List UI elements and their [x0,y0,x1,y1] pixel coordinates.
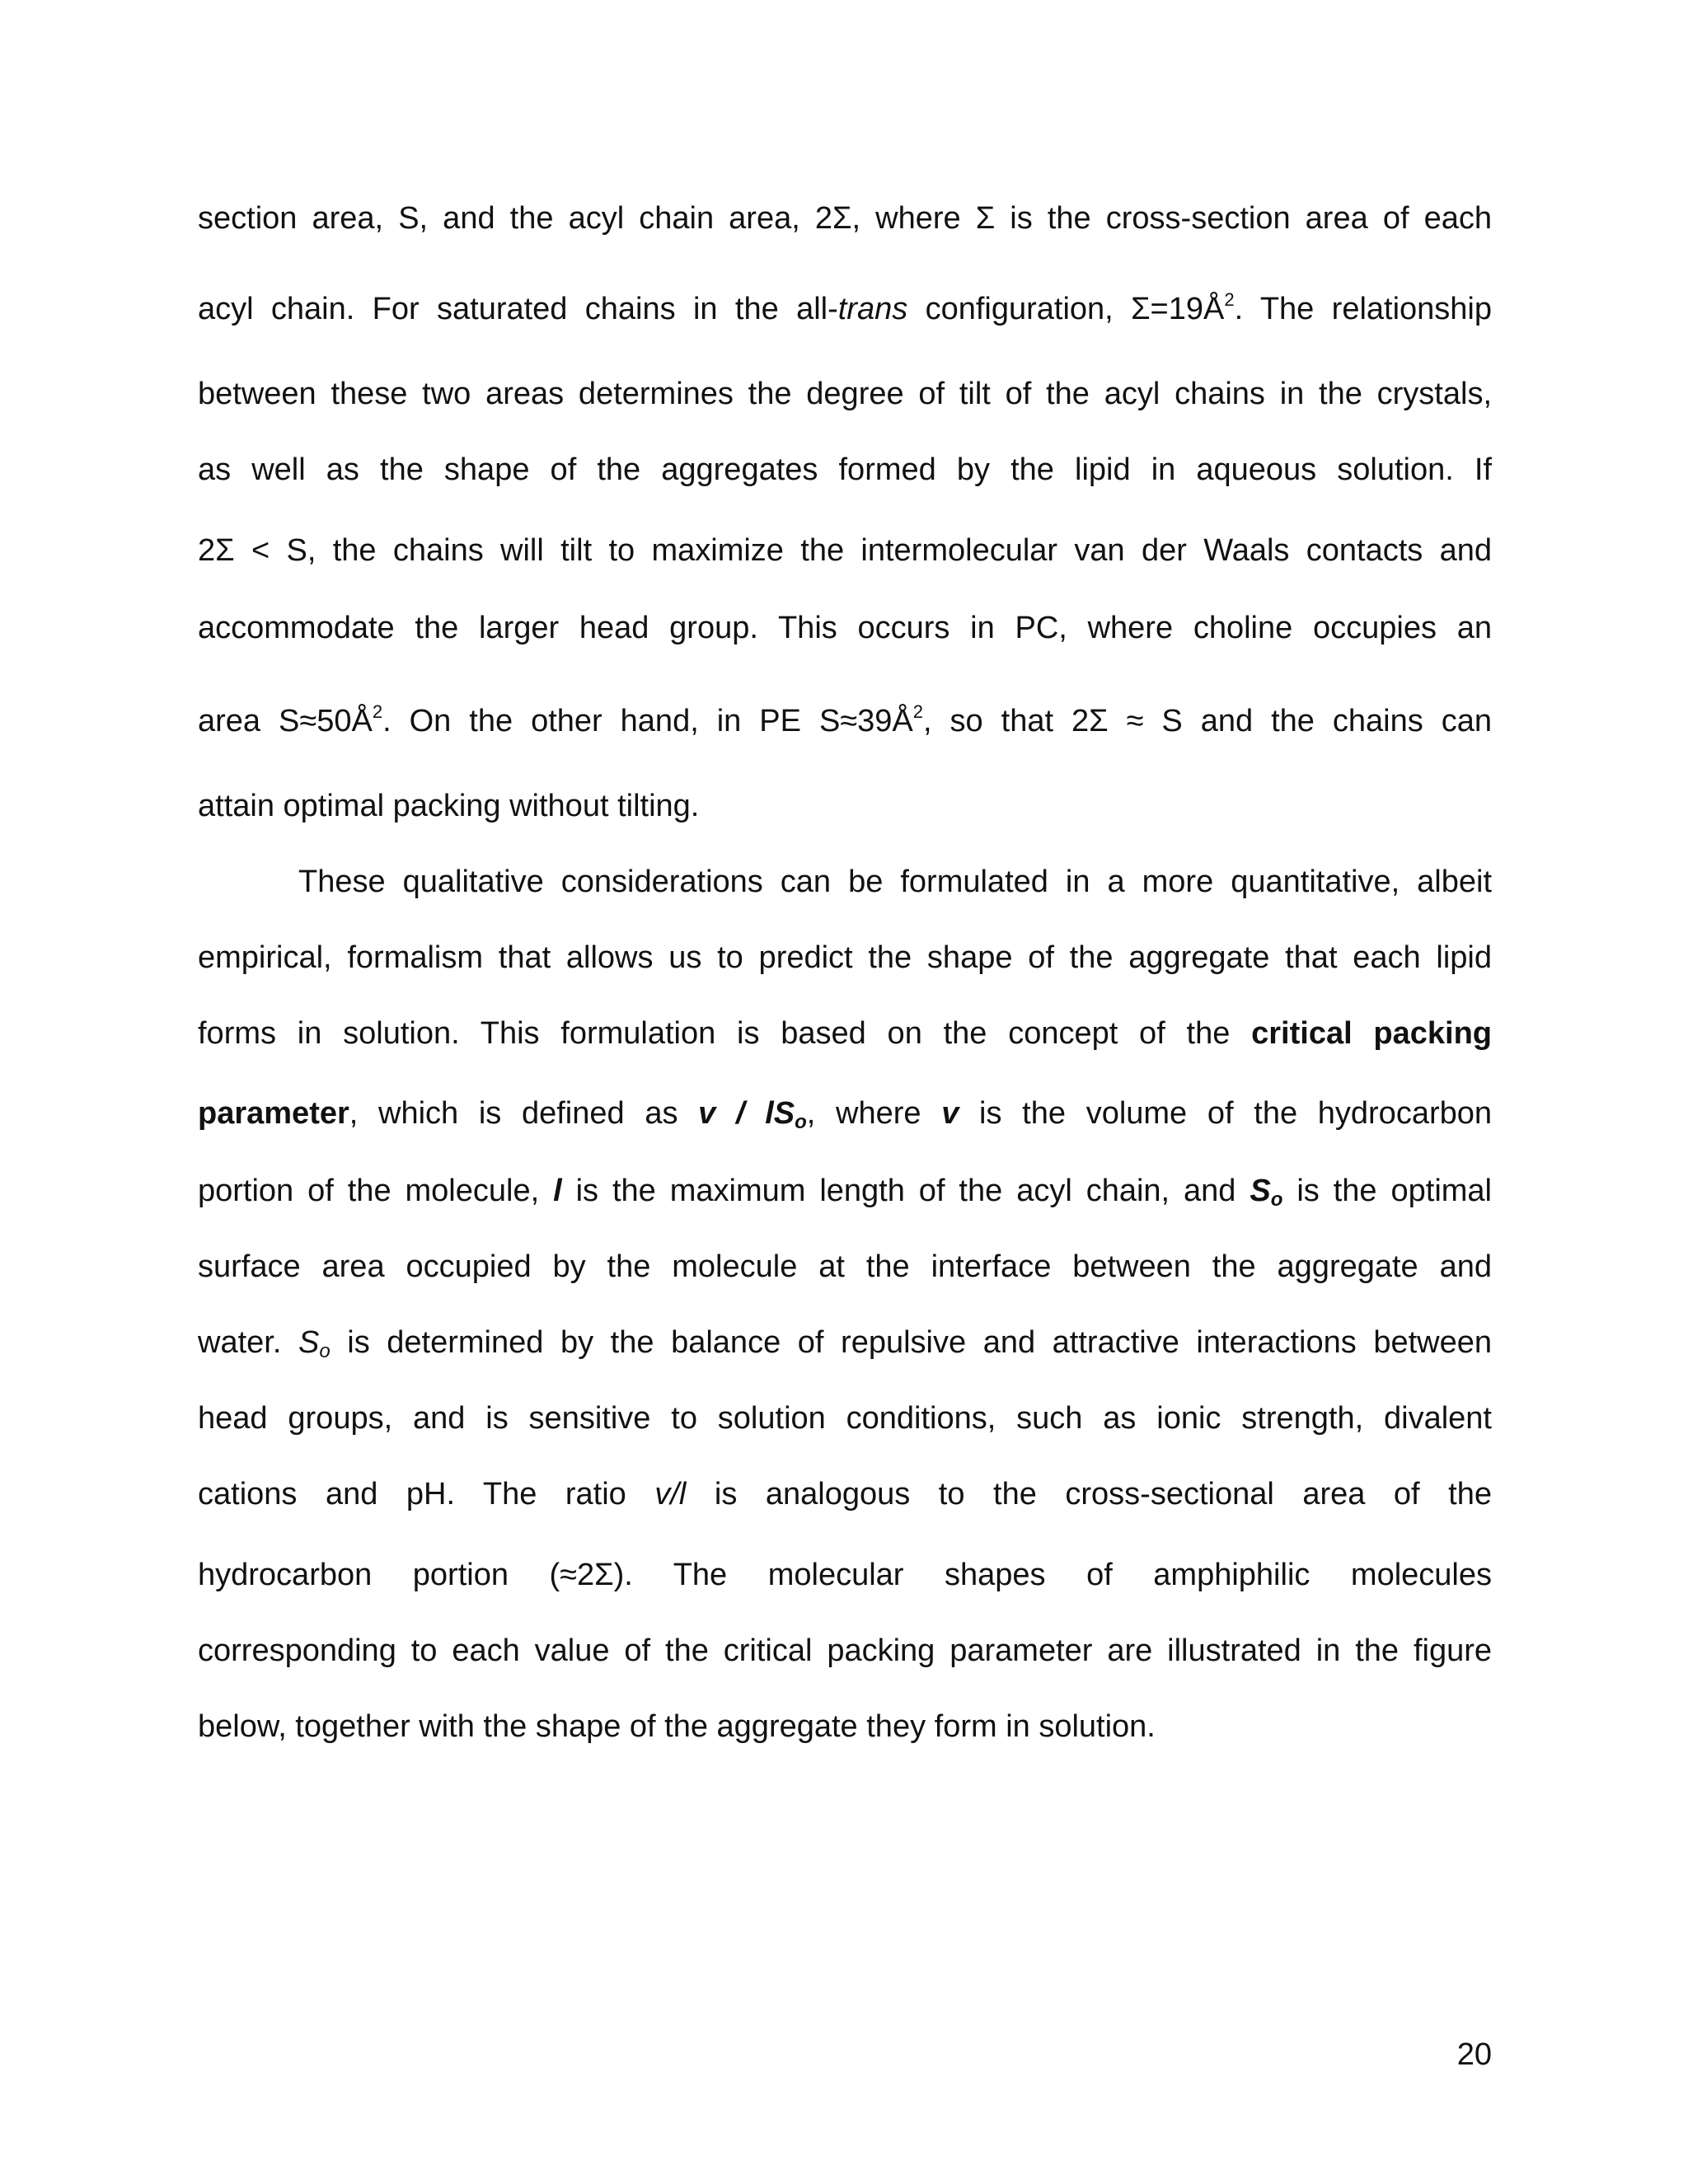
paragraph-1-line-5 [198,532,1492,569]
paragraph-2-line-3 [198,1015,1492,1052]
italic-term-trans: trans [837,292,908,326]
text-run: These qualitative considerations can be formulated in a more quantitative, albeit [298,865,1492,899]
superscript: 2 [1224,289,1235,310]
text-run: is analogous to the cross-sectional area of the [686,1477,1492,1511]
text-run: head groups, and is sensitive to solution conditions, such as ionic strength, divalent [198,1401,1492,1436]
paragraph-2-line-1 [298,863,1492,901]
ratio-v-over-l: v/l [654,1477,687,1511]
text-run: 2Σ < S, the chains will tilt to maximize the intermolecular van der Waals contacts and [198,533,1492,568]
text-run: is the optimal [1282,1174,1492,1208]
symbol-l: l [553,1174,562,1208]
text-run: is determined by the balance of repulsive and attractive interactions between [330,1325,1492,1360]
formula-v-over-lso: v / lS [698,1096,795,1131]
text-run: is the volume of the hydrocarbon [959,1096,1493,1131]
text-run: attain optimal packing without tilting. [198,789,700,823]
text-run: corresponding to each value of the critical packing parameter are illustrated in the figure [198,1633,1492,1668]
paragraph-2-line-10 [198,1556,1492,1594]
bold-term-critical-packing: critical packing [1251,1016,1493,1051]
text-run: water. [198,1325,298,1360]
paragraph-2-line-8 [198,1399,1492,1437]
text-run: , where [806,1096,942,1131]
bold-term-parameter: parameter [198,1096,349,1131]
text-run: section area, S, and the acyl chain area, 2Σ, where Σ is the cross-section area of each [198,201,1492,236]
paragraph-1-line-6 [198,609,1492,647]
paragraph-1-line-4 [198,451,1492,489]
text-run: , which is defined as [349,1096,699,1131]
subscript: o [795,1111,807,1133]
paragraph-1-line-1 [198,199,1492,237]
superscript: 2 [912,701,924,722]
text-run: configuration, Σ=19Å [907,292,1225,326]
paragraph-2-line-5 [198,1172,1492,1210]
paragraph-2-line-6 [198,1248,1492,1286]
text-run: below, together with the shape of the aggregate they form in solution. [198,1709,1156,1744]
paragraph-2-line-2 [198,939,1492,977]
paragraph-2-line-11 [198,1632,1492,1670]
page-number: 20 [1456,2037,1492,2072]
paragraph-2-line-12 [198,1708,1492,1746]
subscript: o [319,1340,331,1362]
text-run: acyl chain. For saturated chains in the all- [198,292,838,326]
text-run: accommodate the larger head group. This occurs in PC, where choline occupies an [198,611,1492,645]
text-run: . The relationship [1234,292,1493,326]
symbol-v: v [941,1096,959,1131]
superscript: 2 [372,701,383,722]
text-run: between these two areas determines the degree of tilt of the acyl chains in the crystals, [198,377,1492,411]
text-run: is the maximum length of the acyl chain, and [561,1174,1250,1208]
paragraph-2-line-4 [198,1094,1492,1132]
text-run: as well as the shape of the aggregates formed by the lipid in aqueous solution. If [198,452,1492,487]
text-run: empirical, formalism that allows us to predict the shape of the aggregate that each lipid [198,940,1492,975]
symbol-so: S [298,1325,320,1360]
paragraph-1-line-7 [198,702,1492,740]
symbol-so: S [1250,1174,1271,1208]
text-run: . On the other hand, in PE S≈39Å [382,704,913,738]
paragraph-1-line-3 [198,375,1492,413]
text-run: hydrocarbon portion (≈2Σ). The molecular shapes of amphiphilic molecules [198,1558,1492,1592]
paragraph-2-line-7 [198,1324,1492,1361]
paragraph-1-line-2 [198,290,1492,328]
text-run: cations and pH. The ratio [198,1477,655,1511]
text-run: forms in solution. This formulation is based on the concept of the [198,1016,1252,1051]
paragraph-2-line-9 [198,1475,1492,1513]
text-run: surface area occupied by the molecule at the interface between the aggregate and [198,1249,1492,1284]
subscript: o [1270,1188,1283,1211]
text-run: , so that 2Σ ≈ S and the chains can [923,704,1492,738]
text-run: portion of the molecule, [198,1174,554,1208]
text-run: area S≈50Å [198,704,373,738]
paragraph-1-line-8 [198,787,1492,825]
